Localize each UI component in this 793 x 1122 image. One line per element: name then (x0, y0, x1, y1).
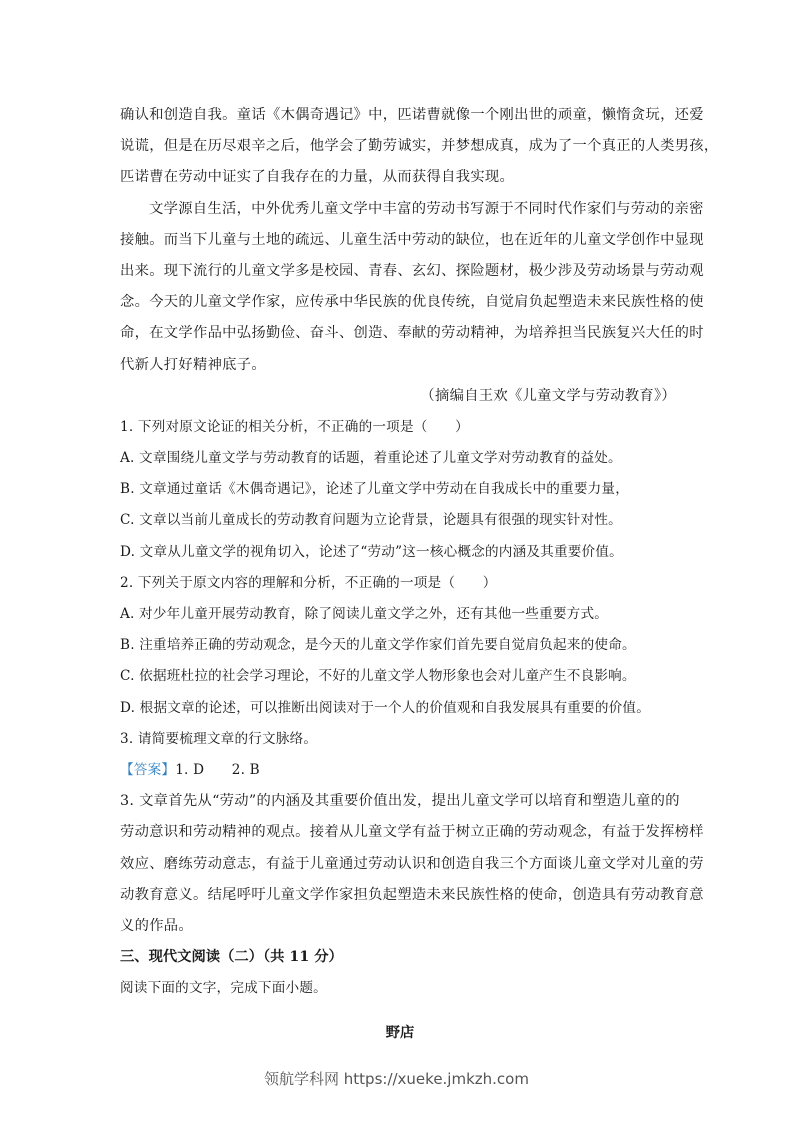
question-stem: 3. 请简要梳理文章的行文脉络。 (120, 730, 318, 747)
text-line: 义的作品。 (120, 917, 193, 934)
section-title: 三、现代文阅读（二）（共 11 分） (120, 949, 343, 966)
text-line: 文学源自生活，中外优秀儿童文学中丰富的劳动书写源于不同时代作家们与劳动的亲密 (149, 200, 704, 217)
text-line: 确认和创造自我。童话《木偶奇遇记》中，匹诺曹就像一个刚出世的顽童，懒惰贪玩，还爱 (120, 107, 704, 123)
text-line: 命，在文学作品中弘扬勤俭、奋斗、创造、奉献的劳动精神，为培养担当民族复兴大任的时 (120, 325, 704, 342)
text-line: 效应、磨练劳动意志，有益于儿童通过劳动认识和创造自我三个方面谈儿童文学对儿童的劳 (120, 855, 704, 872)
option-c: C. 文章以当前儿童成长的劳动教育问题为立论背景，论题具有很强的现实针对性。 (120, 512, 622, 529)
source-citation: （摘编自王欢《儿童文学与劳动教育》） (420, 387, 676, 404)
question-2 (120, 568, 680, 724)
option-b: B. 注重培养正确的劳动观念，是今天的儿童文学作家们首先要自觉肩负起来的使命。 (120, 637, 636, 654)
text-line: 出来。现下流行的儿童文学多是校园、青春、玄幻、探险题材，极少涉及劳动场景与劳动观 (120, 262, 704, 279)
footer-watermark: 领航学科网 https://xueke.jmkzh.com (264, 1070, 529, 1088)
answer-tag: 【答案】 (120, 761, 176, 778)
text-line: 动教育意义。结尾呼吁儿童文学作家担负起塑造未来民族性格的使命，创造具有劳动教育意 (120, 886, 704, 903)
option-c: C. 依据班杜拉的社会学习理论，不好的儿童文学人物形象也会对儿童产生不良影响。 (120, 668, 636, 685)
section-3 (120, 942, 680, 1050)
answer-line (120, 755, 680, 786)
question-1 (120, 412, 680, 568)
text-line: 3. 文章首先从“劳动”的内涵及其重要价值出发，提出儿童文学可以培育和塑造儿童的的 (120, 793, 680, 810)
option-b: B. 文章通过童话《木偶奇遇记》，论述了儿童文学中劳动在自我成长中的重要力量， (120, 481, 630, 498)
paragraph-literature-life (120, 194, 704, 381)
option-a: A. 文章围绕儿童文学与劳动教育的话题，着重论述了儿童文学对劳动教育的益处。 (120, 450, 622, 467)
question-stem: 2. 下列关于原文内容的理解和分析，不正确的一项是（ ） (120, 574, 497, 591)
answer-values: 1. D 2. B (175, 761, 260, 778)
question-stem: 1. 下列对原文论证的相关分析，不正确的一项是（ ） (120, 418, 469, 435)
text-line: 念。今天的儿童文学作家，应传承中华民族的优良传统，自觉肩负起塑造未来民族性格的使 (120, 294, 704, 311)
question-3 (120, 724, 680, 755)
text-line: 说谎，但是在历尽艰辛之后，他学会了勤劳诚实，并梦想成真，成为了一个真正的人类男孩， (120, 138, 719, 155)
section-instruction: 阅读下面的文字，完成下面小题。 (120, 980, 327, 997)
text-line: 代新人打好精神底子。 (120, 356, 266, 373)
text-line: 匹诺曹在劳动中证实了自我存在的力量，从而获得自我实现。 (120, 169, 515, 186)
option-d: D. 根据文章的论述，可以推断出阅读对于一个人的价值观和自我发展具有重要的价值。 (120, 699, 651, 716)
continuation-paragraph (120, 100, 719, 194)
answer-block (120, 755, 704, 942)
article-title: 野店 (385, 1025, 415, 1042)
option-a: A. 对少年儿童开展劳动教育，除了阅读儿童文学之外，还有其他一些重要方式。 (120, 606, 609, 622)
document-page (120, 100, 719, 1050)
option-d: D. 文章从儿童文学的视角切入，论述了“劳动”这一核心概念的内涵及其重要价值。 (120, 543, 623, 560)
text-line: 接触。而当下儿童与土地的疏远、儿童生活中劳动的缺位，也在近年的儿童文学创作中显现 (120, 231, 704, 248)
text-line: 劳动意识和劳动精神的观点。接着从儿童文学有益于树立正确的劳动观念，有益于发挥榜样 (120, 824, 704, 841)
